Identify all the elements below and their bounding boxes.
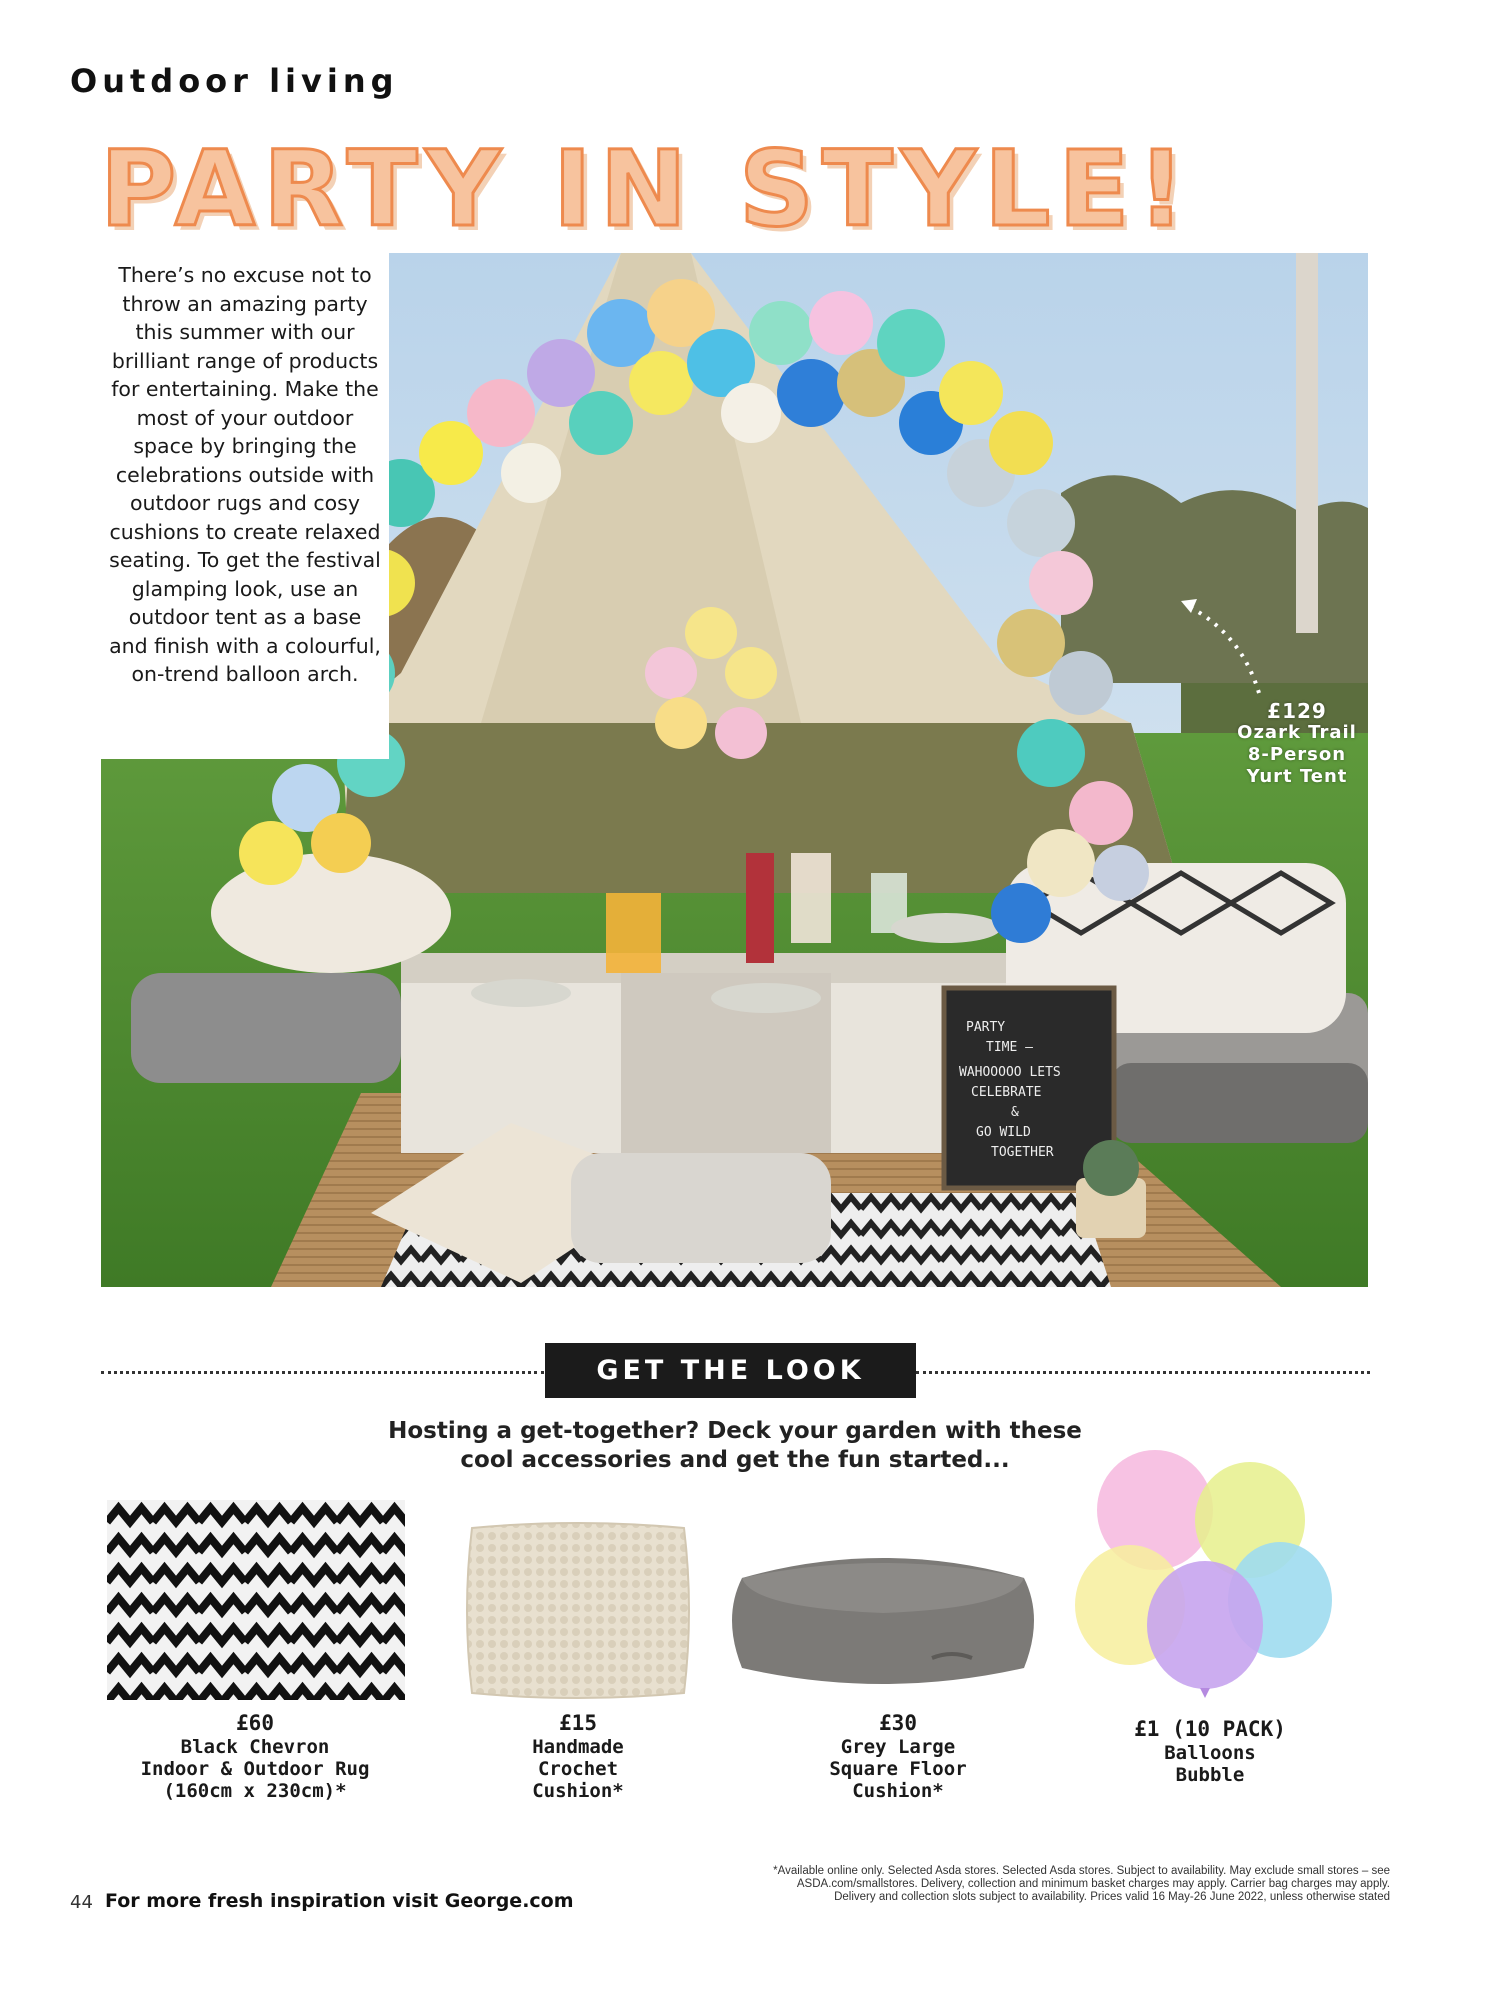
- page-number: 44: [70, 1892, 93, 1913]
- product-name-line: Bubble: [1175, 1764, 1245, 1786]
- product-name-line: Cushion*: [532, 1780, 624, 1802]
- product-crochet-cushion-info: [488, 1712, 668, 1802]
- disclaimer-line: *Available online only. Selected Asda stores. Selected Asda stores. Subject to availability. May exclude small stores – see: [773, 1865, 1390, 1877]
- product-crochet-cushion-image[interactable]: [462, 1518, 694, 1703]
- disclaimer: [650, 1865, 1390, 1904]
- product-name-line: (160cm x 230cm)*: [163, 1780, 347, 1802]
- product-balloons-info: [1110, 1718, 1310, 1786]
- section-label: Outdoor living: [70, 62, 399, 100]
- product-floor-cushion-info: [808, 1712, 988, 1802]
- letter-board-line: CELEBRATE: [971, 1085, 1042, 1100]
- letter-board-line: &: [1011, 1105, 1019, 1120]
- product-name-line: Indoor & Outdoor Rug: [140, 1758, 370, 1780]
- product-price: £1 (10 PACK): [1134, 1717, 1286, 1741]
- subheading-line: cool accessories and get the fun started...: [460, 1447, 1010, 1473]
- footer-cta-link[interactable]: For more fresh inspiration visit George.com: [105, 1890, 574, 1912]
- product-price: £30: [879, 1711, 917, 1735]
- page-headline: PARTY IN STYLE!: [100, 128, 1193, 250]
- intro-text: There’s no excuse not to throw an amazing party this summer with our brilliant range of products for entertaining. Make the most of your outdoor space by bringing the celebrations outside with outdoor rugs and cosy cushions to create relaxed seating. To get the festival glamping look, use an outdoor tent as a base and finish with a colourful, on-trend balloon arch.: [101, 253, 389, 759]
- letter-board-line: PARTY: [966, 1020, 1006, 1035]
- product-name-line: Balloons: [1164, 1742, 1256, 1764]
- disclaimer-line: Delivery and collection slots subject to availability. Prices valid 16 May-26 June 2022, unless otherwise stated: [834, 1891, 1390, 1903]
- tent-name-line: Yurt Tent: [1246, 766, 1348, 787]
- tent-name-line: Ozark Trail: [1237, 722, 1357, 743]
- product-rug-image[interactable]: [107, 1500, 405, 1700]
- product-name-line: Handmade: [532, 1736, 624, 1758]
- product-price: £60: [236, 1711, 274, 1735]
- product-balloons-image[interactable]: [1065, 1450, 1345, 1715]
- product-name-line: Cushion*: [852, 1780, 944, 1802]
- product-price: £15: [559, 1711, 597, 1735]
- product-name-line: Square Floor: [829, 1758, 967, 1780]
- tent-callout: [1226, 700, 1368, 788]
- tent-price: £129: [1267, 699, 1327, 723]
- divider-dotted-right: [916, 1371, 1370, 1374]
- product-name-line: Crochet: [537, 1758, 619, 1780]
- get-the-look-subheading: [330, 1417, 1140, 1475]
- get-the-look-heading: GET THE LOOK: [545, 1343, 916, 1398]
- product-rug-info: [100, 1712, 410, 1802]
- tent-name-line: 8-Person: [1247, 744, 1347, 765]
- product-name-line: Black Chevron: [180, 1736, 330, 1758]
- divider-dotted-left: [101, 1371, 544, 1374]
- letter-board-line: GO WILD: [976, 1125, 1031, 1140]
- product-name-line: Grey Large: [840, 1736, 956, 1758]
- product-floor-cushion-image[interactable]: [722, 1538, 1044, 1700]
- letter-board-line: TOGETHER: [991, 1145, 1054, 1160]
- letter-board-line: TIME —: [986, 1040, 1033, 1055]
- subheading-line: Hosting a get-together? Deck your garden with these: [388, 1418, 1082, 1444]
- letter-board-line: WAHOOOOO LETS: [959, 1065, 1061, 1080]
- disclaimer-line: ASDA.com/smallstores. Delivery, collection and minimum basket charges may apply. Carrier bag charges may apply.: [796, 1878, 1390, 1890]
